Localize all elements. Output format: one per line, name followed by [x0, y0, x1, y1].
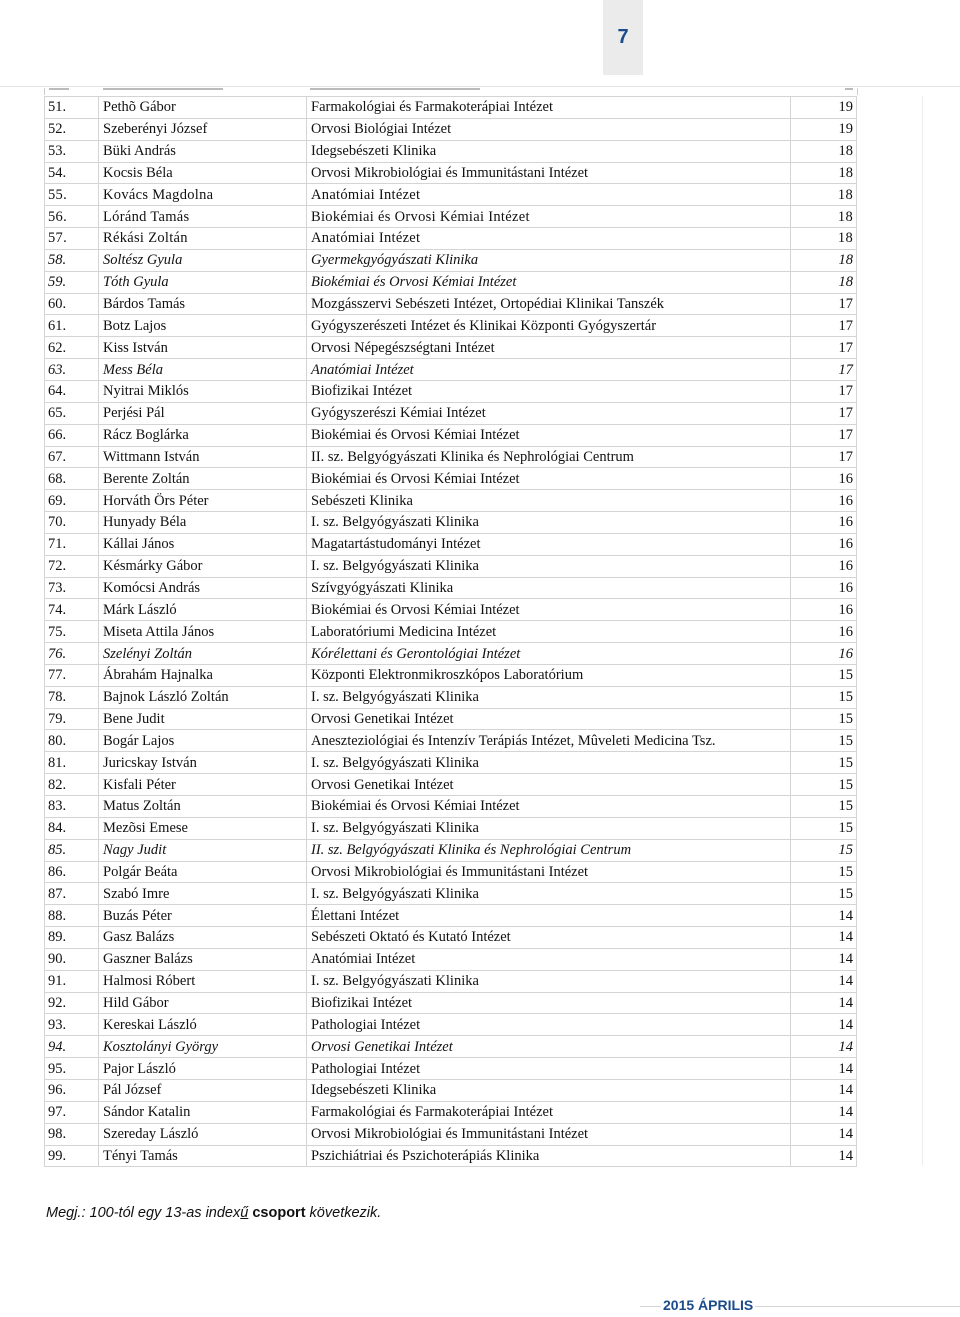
- table-row: [45, 905, 857, 927]
- table-row: [45, 468, 857, 490]
- table-row: [45, 817, 857, 839]
- table-row: [45, 490, 857, 512]
- person-name: Gaszner Balázs: [99, 948, 307, 970]
- score: 17: [791, 293, 857, 315]
- table-row: [45, 424, 857, 446]
- table-row: [45, 337, 857, 359]
- score: 15: [791, 883, 857, 905]
- institute-name: I. sz. Belgyógyászati Klinika: [307, 752, 791, 774]
- rank-number: 70.: [45, 512, 99, 534]
- rank-number: 65.: [45, 402, 99, 424]
- score: 18: [791, 206, 857, 228]
- score: 14: [791, 1014, 857, 1036]
- score: 15: [791, 708, 857, 730]
- score: 16: [791, 621, 857, 643]
- person-name: Polgár Beáta: [99, 861, 307, 883]
- footnote: [46, 1205, 381, 1221]
- rank-number: 73.: [45, 577, 99, 599]
- table-row: [45, 446, 857, 468]
- score: 15: [791, 774, 857, 796]
- score: 16: [791, 512, 857, 534]
- score: 16: [791, 599, 857, 621]
- institute-name: Orvosi Mikrobiológiai és Immunitástani Intézet: [307, 162, 791, 184]
- score: 14: [791, 1145, 857, 1167]
- table-row: [45, 883, 857, 905]
- institute-name: Orvosi Genetikai Intézet: [307, 708, 791, 730]
- person-name: Berente Zoltán: [99, 468, 307, 490]
- person-name: Nagy Judit: [99, 839, 307, 861]
- institute-name: Orvosi Biológiai Intézet: [307, 118, 791, 140]
- rank-number: 77.: [45, 664, 99, 686]
- person-name: Gasz Balázs: [99, 927, 307, 949]
- institute-name: Biokémiai és Orvosi Kémiai Intézet: [307, 206, 791, 228]
- score: 17: [791, 446, 857, 468]
- rank-number: 99.: [45, 1145, 99, 1167]
- footnote-underlined: ű: [240, 1205, 249, 1221]
- person-name: Késmárky Gábor: [99, 555, 307, 577]
- rank-number: 86.: [45, 861, 99, 883]
- score: 18: [791, 140, 857, 162]
- rank-number: 68.: [45, 468, 99, 490]
- table-row: [45, 293, 857, 315]
- rank-number: 92.: [45, 992, 99, 1014]
- score: 18: [791, 271, 857, 293]
- score: 17: [791, 337, 857, 359]
- rank-number: 96.: [45, 1079, 99, 1101]
- institute-name: Aneszteziológiai és Intenzív Terápiás Intézet, Mûveleti Medicina Tsz.: [307, 730, 791, 752]
- institute-name: Pathologiai Intézet: [307, 1058, 791, 1080]
- person-name: Kállai János: [99, 533, 307, 555]
- ranking-table-body: [45, 97, 857, 1167]
- table-row: [45, 249, 857, 271]
- institute-name: Pszichiátriai és Pszichoterápiás Klinika: [307, 1145, 791, 1167]
- ranking-table: [44, 96, 857, 1167]
- rank-number: 64.: [45, 380, 99, 402]
- institute-name: I. sz. Belgyógyászati Klinika: [307, 883, 791, 905]
- page-number: 7: [603, 0, 643, 75]
- rank-number: 69.: [45, 490, 99, 512]
- table-row: [45, 206, 857, 228]
- table-row: [45, 359, 857, 381]
- table-row: [45, 992, 857, 1014]
- footnote-prefix: Megj.: 100-tól egy 13-as index: [46, 1205, 241, 1221]
- rank-number: 53.: [45, 140, 99, 162]
- score: 16: [791, 468, 857, 490]
- person-name: Tényi Tamás: [99, 1145, 307, 1167]
- institute-name: Farmakológiai és Farmakoterápiai Intézet: [307, 1101, 791, 1123]
- institute-name: Kórélettani és Gerontológiai Intézet: [307, 643, 791, 665]
- table-row: [45, 1145, 857, 1167]
- table-row: [45, 664, 857, 686]
- table-row: [45, 730, 857, 752]
- rank-number: 51.: [45, 97, 99, 119]
- table-row: [45, 1079, 857, 1101]
- score: 17: [791, 359, 857, 381]
- person-name: Kereskai László: [99, 1014, 307, 1036]
- table-row: [45, 315, 857, 337]
- table-row: [45, 140, 857, 162]
- table-row: [45, 1014, 857, 1036]
- score: 14: [791, 948, 857, 970]
- person-name: Nyitrai Miklós: [99, 380, 307, 402]
- institute-name: Biokémiai és Orvosi Kémiai Intézet: [307, 468, 791, 490]
- person-name: Márk László: [99, 599, 307, 621]
- score: 18: [791, 162, 857, 184]
- table-row: [45, 643, 857, 665]
- score: 16: [791, 577, 857, 599]
- rank-number: 98.: [45, 1123, 99, 1145]
- rank-number: 67.: [45, 446, 99, 468]
- rank-number: 61.: [45, 315, 99, 337]
- person-name: Bajnok László Zoltán: [99, 686, 307, 708]
- person-name: Ábrahám Hajnalka: [99, 664, 307, 686]
- score: 14: [791, 1101, 857, 1123]
- rank-number: 75.: [45, 621, 99, 643]
- person-name: Miseta Attila János: [99, 621, 307, 643]
- institute-name: Sebészeti Klinika: [307, 490, 791, 512]
- table-row: [45, 1123, 857, 1145]
- score: 15: [791, 839, 857, 861]
- rank-number: 80.: [45, 730, 99, 752]
- rank-number: 97.: [45, 1101, 99, 1123]
- rank-number: 60.: [45, 293, 99, 315]
- table-row: [45, 162, 857, 184]
- person-name: Kovács Magdolna: [99, 184, 307, 206]
- table-row: [45, 621, 857, 643]
- score: 14: [791, 992, 857, 1014]
- score: 14: [791, 1079, 857, 1101]
- person-name: Juricskay István: [99, 752, 307, 774]
- rank-number: 57.: [45, 228, 99, 250]
- institute-name: I. sz. Belgyógyászati Klinika: [307, 970, 791, 992]
- person-name: Matus Zoltán: [99, 796, 307, 818]
- score: 16: [791, 643, 857, 665]
- person-name: Botz Lajos: [99, 315, 307, 337]
- table-row: [45, 774, 857, 796]
- rank-number: 94.: [45, 1036, 99, 1058]
- person-name: Bene Judit: [99, 708, 307, 730]
- person-name: Sándor Katalin: [99, 1101, 307, 1123]
- rank-number: 88.: [45, 905, 99, 927]
- person-name: Hunyady Béla: [99, 512, 307, 534]
- person-name: Rácz Boglárka: [99, 424, 307, 446]
- institute-name: Pathologiai Intézet: [307, 1014, 791, 1036]
- rank-number: 66.: [45, 424, 99, 446]
- score: 19: [791, 118, 857, 140]
- table-row: [45, 1101, 857, 1123]
- person-name: Pethõ Gábor: [99, 97, 307, 119]
- clipped-previous-row: [44, 88, 858, 95]
- table-row: [45, 512, 857, 534]
- rank-number: 78.: [45, 686, 99, 708]
- institute-name: Gyógyszerészeti Intézet és Klinikai Központi Gyógyszertár: [307, 315, 791, 337]
- rank-number: 82.: [45, 774, 99, 796]
- rank-number: 84.: [45, 817, 99, 839]
- person-name: Bárdos Tamás: [99, 293, 307, 315]
- rank-number: 62.: [45, 337, 99, 359]
- score: 14: [791, 1058, 857, 1080]
- person-name: Szabó Imre: [99, 883, 307, 905]
- person-name: Szelényi Zoltán: [99, 643, 307, 665]
- table-row: [45, 686, 857, 708]
- score: 14: [791, 1123, 857, 1145]
- rank-number: 85.: [45, 839, 99, 861]
- person-name: Komócsi András: [99, 577, 307, 599]
- institute-name: I. sz. Belgyógyászati Klinika: [307, 512, 791, 534]
- institute-name: Idegsebészeti Klinika: [307, 140, 791, 162]
- table-row: [45, 577, 857, 599]
- table-row: [45, 380, 857, 402]
- rank-number: 56.: [45, 206, 99, 228]
- table-row: [45, 948, 857, 970]
- rank-number: 81.: [45, 752, 99, 774]
- institute-name: Biokémiai és Orvosi Kémiai Intézet: [307, 271, 791, 293]
- institute-name: Központi Elektronmikroszkópos Laboratórium: [307, 664, 791, 686]
- rank-number: 83.: [45, 796, 99, 818]
- table-row: [45, 861, 857, 883]
- table-row: [45, 555, 857, 577]
- rank-number: 71.: [45, 533, 99, 555]
- table-row: [45, 97, 857, 119]
- rank-number: 76.: [45, 643, 99, 665]
- person-name: Kocsis Béla: [99, 162, 307, 184]
- score: 14: [791, 905, 857, 927]
- table-row: [45, 599, 857, 621]
- rank-number: 74.: [45, 599, 99, 621]
- score: 15: [791, 796, 857, 818]
- score: 14: [791, 1036, 857, 1058]
- institute-name: Biokémiai és Orvosi Kémiai Intézet: [307, 424, 791, 446]
- institute-name: Orvosi Mikrobiológiai és Immunitástani Intézet: [307, 861, 791, 883]
- rank-number: 90.: [45, 948, 99, 970]
- score: 16: [791, 533, 857, 555]
- institute-name: Magatartástudományi Intézet: [307, 533, 791, 555]
- person-name: Pajor László: [99, 1058, 307, 1080]
- rank-number: 55.: [45, 184, 99, 206]
- rank-number: 54.: [45, 162, 99, 184]
- score: 17: [791, 315, 857, 337]
- rank-number: 89.: [45, 927, 99, 949]
- score: 18: [791, 184, 857, 206]
- person-name: Halmosi Róbert: [99, 970, 307, 992]
- table-row: [45, 752, 857, 774]
- score: 15: [791, 664, 857, 686]
- institute-name: Orvosi Mikrobiológiai és Immunitástani Intézet: [307, 1123, 791, 1145]
- table-row: [45, 796, 857, 818]
- sheet-grid-extension: [856, 96, 923, 1165]
- person-name: Rékási Zoltán: [99, 228, 307, 250]
- person-name: Tóth Gyula: [99, 271, 307, 293]
- table-row: [45, 839, 857, 861]
- score: 17: [791, 424, 857, 446]
- rank-number: 59.: [45, 271, 99, 293]
- person-name: Mezõsi Emese: [99, 817, 307, 839]
- institute-name: Élettani Intézet: [307, 905, 791, 927]
- score: 15: [791, 730, 857, 752]
- person-name: Lóránd Tamás: [99, 206, 307, 228]
- institute-name: Anatómiai Intézet: [307, 228, 791, 250]
- table-row: [45, 271, 857, 293]
- table-row: [45, 1058, 857, 1080]
- institute-name: Gyermekgyógyászati Klinika: [307, 249, 791, 271]
- institute-name: Farmakológiai és Farmakoterápiai Intézet: [307, 97, 791, 119]
- institute-name: Biofizikai Intézet: [307, 380, 791, 402]
- person-name: Pál József: [99, 1079, 307, 1101]
- table-row: [45, 708, 857, 730]
- institute-name: Anatómiai Intézet: [307, 359, 791, 381]
- score: 17: [791, 380, 857, 402]
- person-name: Büki András: [99, 140, 307, 162]
- institute-name: Biofizikai Intézet: [307, 992, 791, 1014]
- score: 15: [791, 686, 857, 708]
- person-name: Szereday László: [99, 1123, 307, 1145]
- score: 18: [791, 249, 857, 271]
- rank-number: 87.: [45, 883, 99, 905]
- rank-number: 93.: [45, 1014, 99, 1036]
- score: 14: [791, 927, 857, 949]
- table-row: [45, 1036, 857, 1058]
- institute-name: Mozgásszervi Sebészeti Intézet, Ortopédiai Klinikai Tanszék: [307, 293, 791, 315]
- person-name: Buzás Péter: [99, 905, 307, 927]
- institute-name: Sebészeti Oktató és Kutató Intézet: [307, 927, 791, 949]
- institute-name: Orvosi Genetikai Intézet: [307, 774, 791, 796]
- header-rule: [0, 86, 960, 87]
- institute-name: Biokémiai és Orvosi Kémiai Intézet: [307, 796, 791, 818]
- score: 15: [791, 752, 857, 774]
- person-name: Wittmann István: [99, 446, 307, 468]
- institute-name: Orvosi Genetikai Intézet: [307, 1036, 791, 1058]
- institute-name: Biokémiai és Orvosi Kémiai Intézet: [307, 599, 791, 621]
- table-row: [45, 927, 857, 949]
- institute-name: Gyógyszerészi Kémiai Intézet: [307, 402, 791, 424]
- person-name: Kosztolányi György: [99, 1036, 307, 1058]
- rank-number: 72.: [45, 555, 99, 577]
- rank-number: 91.: [45, 970, 99, 992]
- person-name: Soltész Gyula: [99, 249, 307, 271]
- score: 15: [791, 861, 857, 883]
- table-row: [45, 118, 857, 140]
- footnote-suffix: következik.: [305, 1205, 382, 1221]
- person-name: Perjési Pál: [99, 402, 307, 424]
- institute-name: Orvosi Népegészségtani Intézet: [307, 337, 791, 359]
- institute-name: I. sz. Belgyógyászati Klinika: [307, 555, 791, 577]
- institute-name: I. sz. Belgyógyászati Klinika: [307, 686, 791, 708]
- person-name: Szeberényi József: [99, 118, 307, 140]
- rank-number: 79.: [45, 708, 99, 730]
- table-row: [45, 184, 857, 206]
- table-row: [45, 228, 857, 250]
- score: 18: [791, 228, 857, 250]
- score: 15: [791, 817, 857, 839]
- table-row: [45, 533, 857, 555]
- person-name: Kisfali Péter: [99, 774, 307, 796]
- institute-name: Anatómiai Intézet: [307, 184, 791, 206]
- table-row: [45, 402, 857, 424]
- rank-number: 95.: [45, 1058, 99, 1080]
- rank-number: 63.: [45, 359, 99, 381]
- institute-name: II. sz. Belgyógyászati Klinika és Nephrológiai Centrum: [307, 446, 791, 468]
- person-name: Bogár Lajos: [99, 730, 307, 752]
- institute-name: Laboratóriumi Medicina Intézet: [307, 621, 791, 643]
- institute-name: Szívgyógyászati Klinika: [307, 577, 791, 599]
- person-name: Hild Gábor: [99, 992, 307, 1014]
- footer-date: 2015 ÁPRILIS: [663, 1297, 754, 1313]
- score: 14: [791, 970, 857, 992]
- table-row: [45, 970, 857, 992]
- rank-number: 58.: [45, 249, 99, 271]
- score: 16: [791, 490, 857, 512]
- score: 19: [791, 97, 857, 119]
- institute-name: Idegsebészeti Klinika: [307, 1079, 791, 1101]
- institute-name: I. sz. Belgyógyászati Klinika: [307, 817, 791, 839]
- person-name: Horváth Örs Péter: [99, 490, 307, 512]
- footnote-bold: csoport: [252, 1205, 306, 1221]
- person-name: Kiss István: [99, 337, 307, 359]
- rank-number: 52.: [45, 118, 99, 140]
- person-name: Mess Béla: [99, 359, 307, 381]
- institute-name: II. sz. Belgyógyászati Klinika és Nephrológiai Centrum: [307, 839, 791, 861]
- score: 16: [791, 555, 857, 577]
- score: 17: [791, 402, 857, 424]
- institute-name: Anatómiai Intézet: [307, 948, 791, 970]
